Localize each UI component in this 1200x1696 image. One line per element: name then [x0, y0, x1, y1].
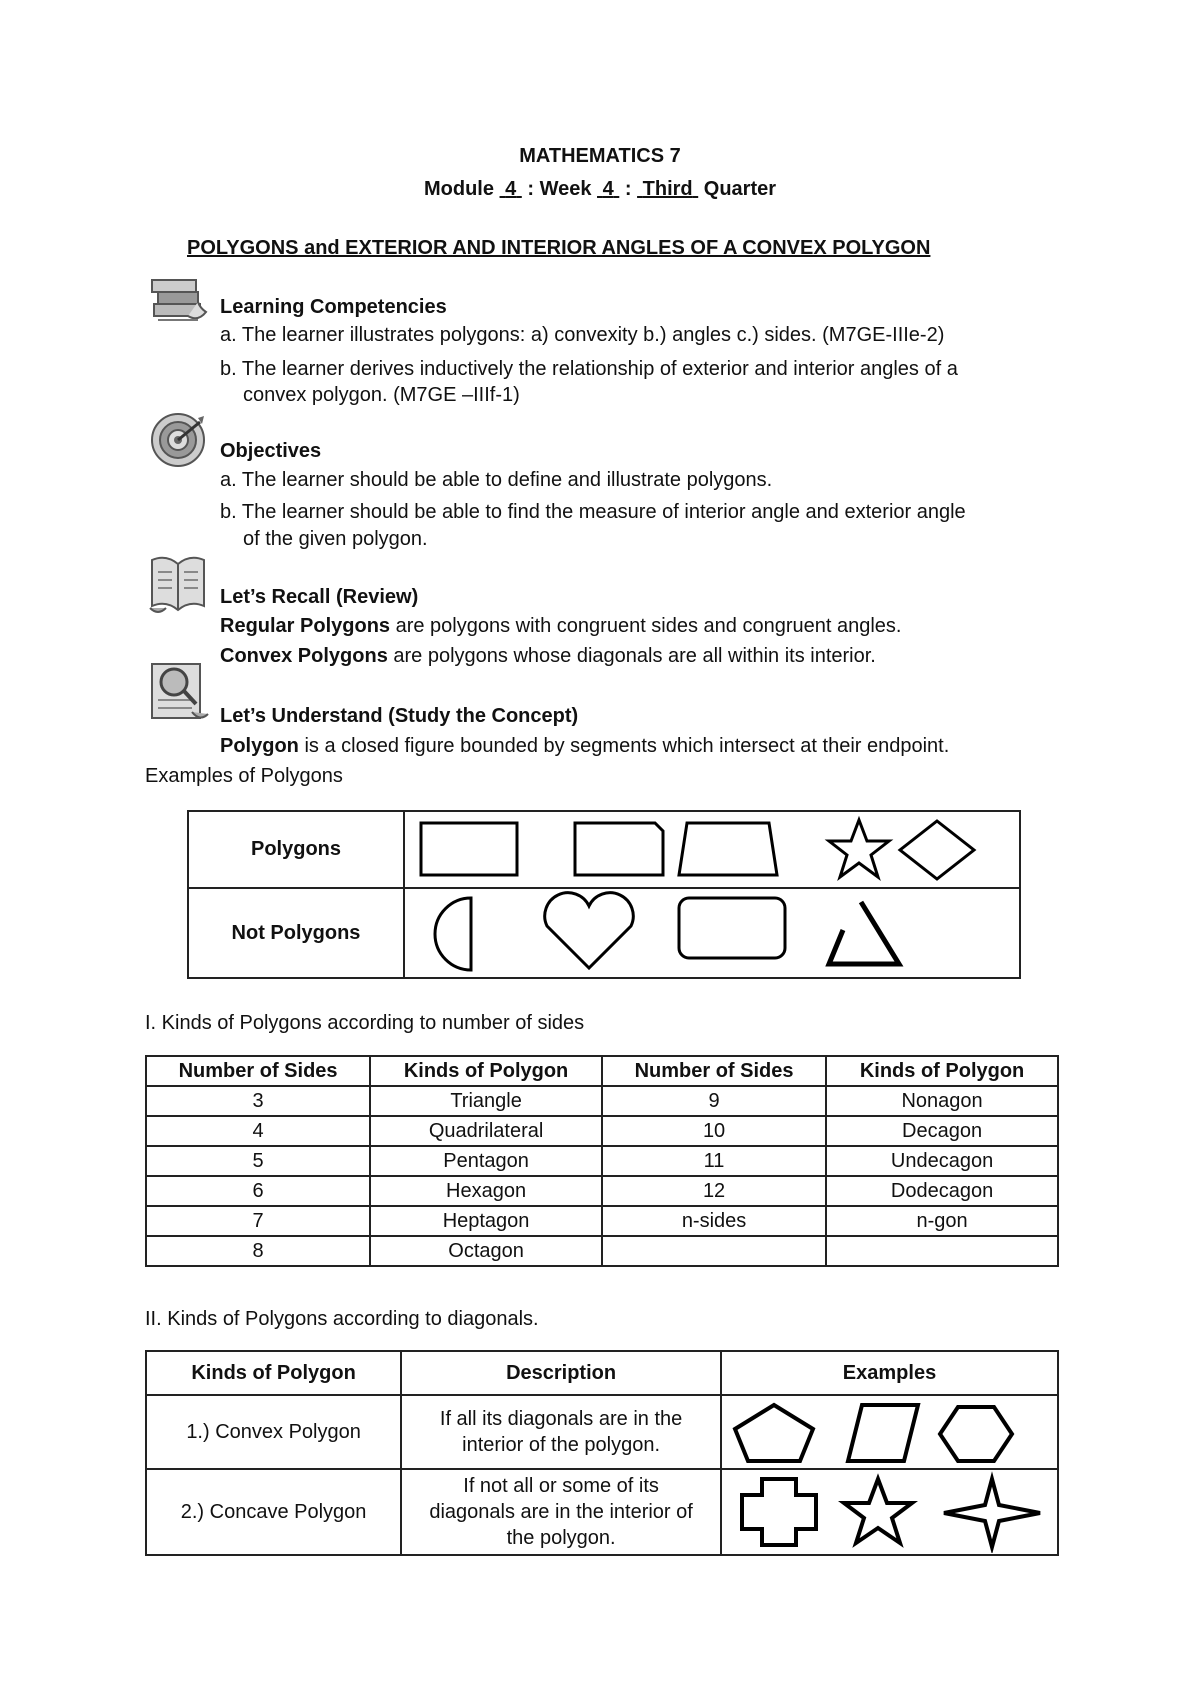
table-cell: Heptagon	[370, 1206, 602, 1236]
competency-b-line1: b. The learner derives inductively the relationship of exterior and interior angles of a	[220, 358, 958, 380]
table-cell	[602, 1236, 826, 1266]
table-cell: n-sides	[602, 1206, 826, 1236]
regular-polygons-definition: Regular Polygons are polygons with congruent sides and congruent angles.	[220, 615, 902, 637]
rectangle-shape	[421, 823, 517, 875]
table-cell: Hexagon	[370, 1176, 602, 1206]
objective-a: a. The learner should be able to define and illustrate polygons.	[220, 469, 773, 491]
table-cell: 11	[602, 1146, 826, 1176]
concave-examples	[721, 1469, 1058, 1555]
pentagon-shape	[735, 1405, 813, 1461]
table-cell: Dodecagon	[826, 1176, 1058, 1206]
books-icon	[148, 264, 210, 326]
sides-table	[145, 1055, 1059, 1267]
open-triangle-shape	[829, 902, 899, 964]
examples-table	[187, 810, 1021, 979]
table-cell: 4	[146, 1116, 370, 1146]
separator: :	[624, 178, 632, 200]
table-cell: Quadrilateral	[370, 1116, 602, 1146]
module-label: Module	[423, 178, 494, 200]
hexagon-shape	[940, 1407, 1012, 1461]
table-cell: Octagon	[370, 1236, 602, 1266]
rhombus-shape	[900, 821, 974, 879]
polygons-label: Polygons	[188, 811, 404, 888]
table-row	[146, 1206, 1058, 1236]
table-cell: 12	[602, 1176, 826, 1206]
cross-shape	[742, 1479, 816, 1545]
target-icon	[148, 408, 210, 470]
convex-polygon-name: 1.) Convex Polygon	[146, 1395, 401, 1469]
week-number: 4	[602, 178, 614, 200]
recall-heading: Let’s Recall (Review)	[220, 586, 419, 608]
polygons-shapes	[404, 811, 1020, 888]
subject-title: MATHEMATICS 7	[519, 145, 681, 167]
convex-polygons-definition: Convex Polygons are polygons whose diagonals are all within its interior.	[220, 645, 876, 667]
table-cell: n-gon	[826, 1206, 1058, 1236]
table-row	[146, 1116, 1058, 1146]
table-cell: 7	[146, 1206, 370, 1236]
concave-star-shape	[844, 1479, 912, 1543]
table-cell: 9	[602, 1086, 826, 1116]
understand-heading: Let’s Understand (Study the Concept)	[220, 705, 579, 727]
table-row	[146, 1086, 1058, 1116]
four-point-star-shape	[944, 1479, 1040, 1547]
table-cell: 6	[146, 1176, 370, 1206]
competency-a: a. The learner illustrates polygons: a) convexity b.) angles c.) sides. (M7GE-IIIe-2)	[220, 324, 945, 346]
magnifier-icon	[146, 660, 212, 724]
rounded-rectangle-shape	[679, 898, 785, 958]
examples-label: Examples of Polygons	[145, 765, 343, 787]
main-title: POLYGONS and EXTERIOR AND INTERIOR ANGLES OF A CONVEX POLYGON	[187, 237, 931, 259]
table-cell: Decagon	[826, 1116, 1058, 1146]
table-cell: 10	[602, 1116, 826, 1146]
concave-polygon-name: 2.) Concave Polygon	[146, 1469, 401, 1555]
objective-b-line2: of the given polygon.	[243, 528, 428, 550]
header-kinds-of-polygon-1: Kinds of Polygon	[370, 1056, 602, 1086]
table-cell: Undecagon	[826, 1146, 1058, 1176]
table-cell: Nonagon	[826, 1086, 1058, 1116]
header-kinds-of-polygon: Kinds of Polygon	[146, 1351, 401, 1395]
open-book-icon	[146, 552, 210, 618]
competencies-heading: Learning Competencies	[220, 296, 447, 318]
header-kinds-of-polygon-2: Kinds of Polygon	[826, 1056, 1058, 1086]
semicircle-shape	[435, 898, 471, 970]
table-cell: 3	[146, 1086, 370, 1116]
header-number-of-sides-2: Number of Sides	[602, 1056, 826, 1086]
polygon-definition: Polygon is a closed figure bounded by segments which intersect at their endpoint.	[220, 735, 950, 757]
table-row	[146, 1236, 1058, 1266]
table-cell: 8	[146, 1236, 370, 1266]
quarter-label: Quarter	[703, 178, 777, 200]
not-polygons-label: Not Polygons	[188, 888, 404, 978]
table-cell	[826, 1236, 1058, 1266]
module-number: 4	[505, 178, 517, 200]
table-cell: Triangle	[370, 1086, 602, 1116]
convex-polygon-description: If all its diagonals are in the interior of the polygon.	[401, 1395, 721, 1469]
not-polygons-shapes	[404, 888, 1020, 978]
table-cell: 5	[146, 1146, 370, 1176]
star-shape	[829, 820, 889, 877]
competency-b-line2: convex polygon. (M7GE –IIIf-1)	[243, 384, 520, 406]
week-label: : Week	[527, 178, 592, 200]
cut-rectangle-shape	[575, 823, 663, 875]
header-description: Description	[401, 1351, 721, 1395]
trapezoid-shape	[679, 823, 777, 875]
table-row	[146, 1176, 1058, 1206]
convex-examples	[721, 1395, 1058, 1469]
objectives-heading: Objectives	[220, 440, 322, 462]
concave-polygon-description: If not all or some of its diagonals are in the interior of the polygon.	[401, 1469, 721, 1555]
diagonals-table	[145, 1350, 1059, 1556]
parallelogram-shape	[848, 1405, 918, 1461]
heart-shape	[545, 893, 634, 968]
module-line	[0, 176, 1200, 203]
header-number-of-sides-1: Number of Sides	[146, 1056, 370, 1086]
table-row	[146, 1146, 1058, 1176]
quarter-word: Third	[642, 178, 693, 200]
objective-b-line1: b. The learner should be able to find the measure of interior angle and exterior angle	[220, 501, 966, 523]
table-cell: Pentagon	[370, 1146, 602, 1176]
sides-section-heading: I. Kinds of Polygons according to number of sides	[145, 1012, 585, 1034]
diagonals-section-heading: II. Kinds of Polygons according to diagonals.	[145, 1308, 539, 1330]
header-examples: Examples	[721, 1351, 1058, 1395]
